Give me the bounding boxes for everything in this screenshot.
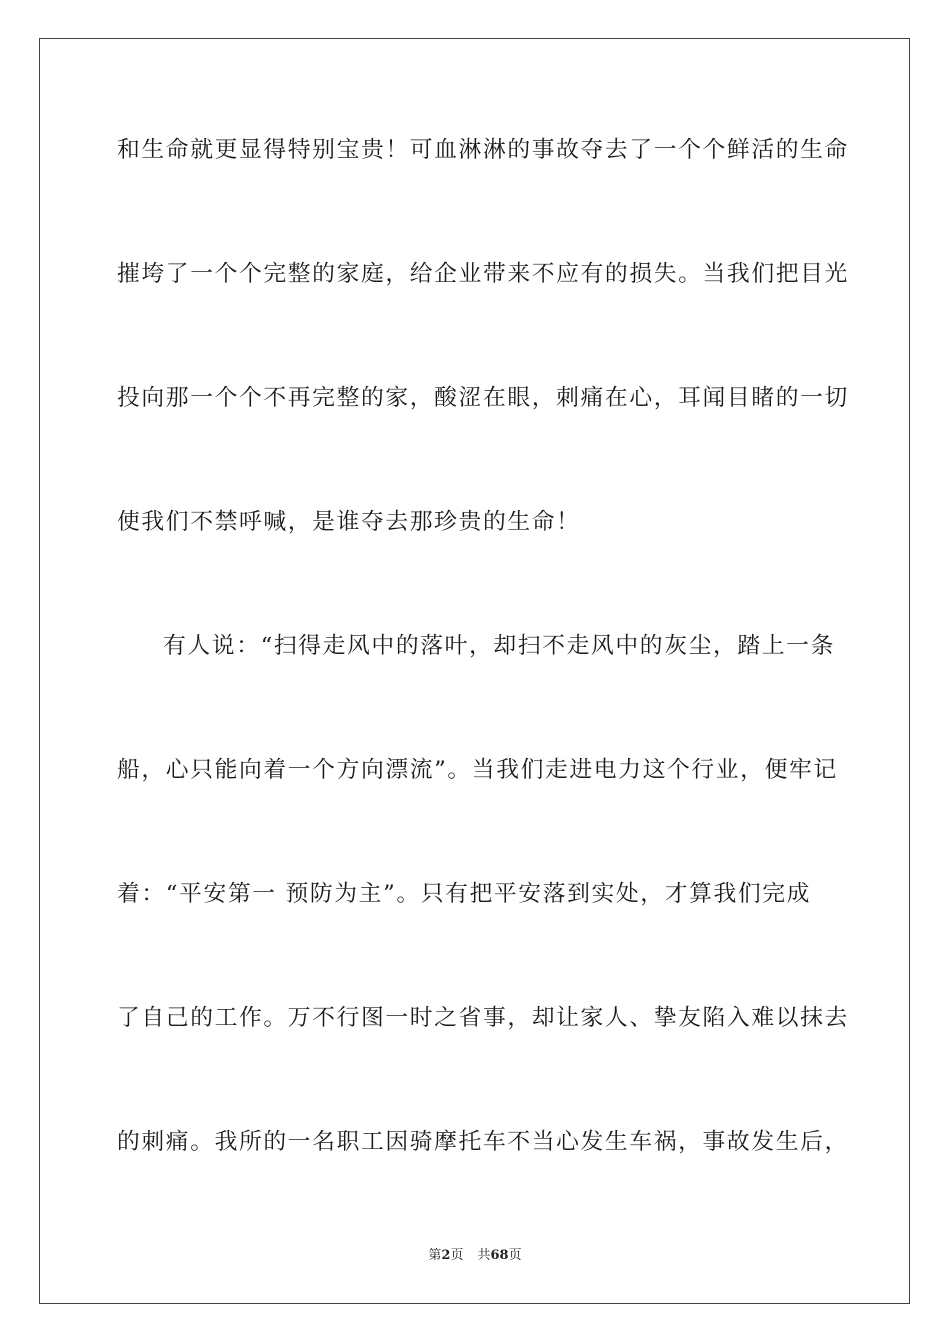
page-number: 2 <box>441 1248 451 1263</box>
paragraph-line: 和生命就更显得特别宝贵！可血淋淋的事故夺去了一个个鲜活的生命 <box>117 137 849 163</box>
paragraph-line: 船，心只能向着一个方向漂流”。当我们走进电力这个行业，便牢记 <box>117 757 838 783</box>
total-pages: 68 <box>490 1248 509 1263</box>
paragraph-line: 的刺痛。我所的一名职工因骑摩托车不当心发生车祸，事故发生后， <box>117 1129 849 1155</box>
paragraph-line: 投向那一个个不再完整的家，酸涩在眼，刺痛在心，耳闻目睹的一切 <box>117 385 849 411</box>
paragraph-line: 使我们不禁呼喊，是谁夺去那珍贵的生命！ <box>117 509 581 535</box>
page-footer <box>0 1247 950 1265</box>
page-prefix: 第 <box>428 1248 442 1263</box>
page-border <box>39 38 910 1304</box>
page-suffix: 页 <box>450 1248 464 1263</box>
paragraph-line: 摧垮了一个个完整的家庭，给企业带来不应有的损失。当我们把目光 <box>117 261 849 287</box>
total-prefix: 共 <box>477 1248 491 1263</box>
paragraph-line-indented: 有人说：“扫得走风中的落叶，却扫不走风中的灰尘，踏上一条 <box>163 633 835 659</box>
paragraph-line: 了自己的工作。万不行图一时之省事，却让家人、挚友陷入难以抹去 <box>117 1005 849 1031</box>
paragraph-line: 着：“平安第一 预防为主”。只有把平安落到实处，才算我们完成 <box>117 881 812 907</box>
total-suffix: 页 <box>508 1248 522 1263</box>
